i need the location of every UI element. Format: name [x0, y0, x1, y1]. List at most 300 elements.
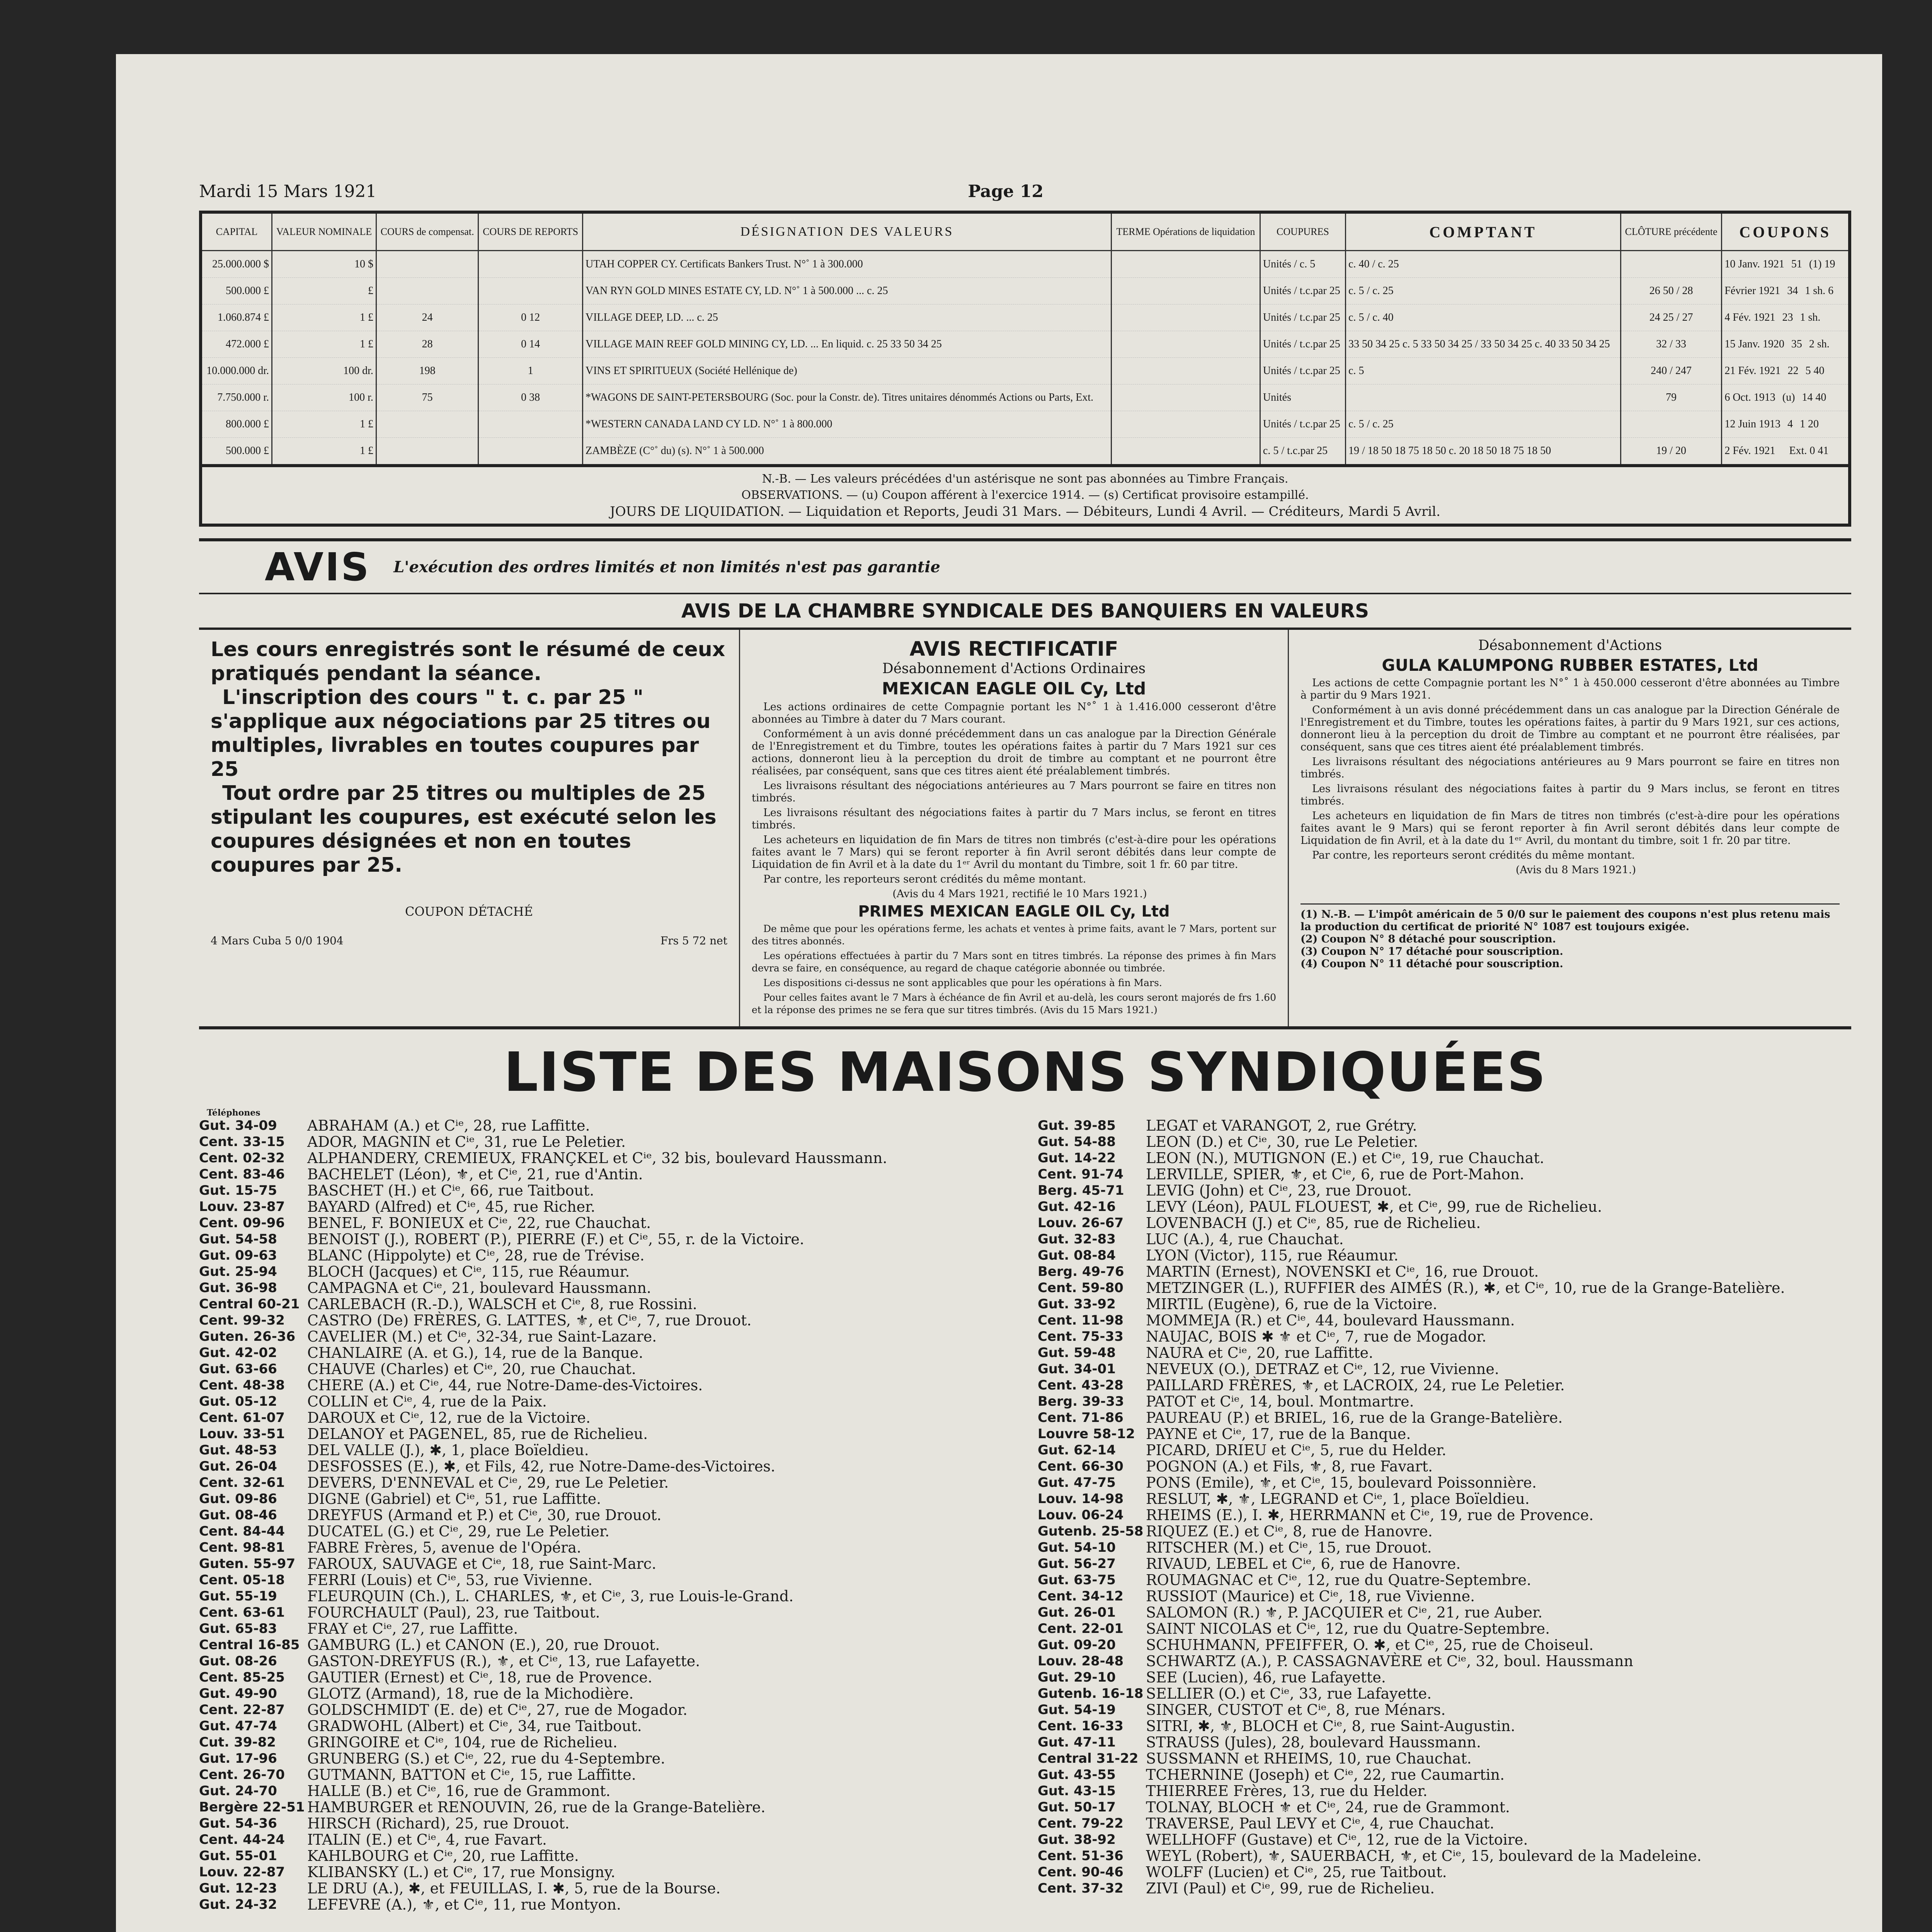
telephone-number: Gut. 43-55 — [1038, 1767, 1116, 1782]
quote-row — [201, 304, 1850, 331]
notice-p2: L'inscription des cours " t. c. par 25 " s'applique aux négociations par 25 titres ou multiples, livrables en toutes coupures par 25 — [211, 686, 711, 781]
list-item — [199, 1280, 1011, 1296]
telephone-number: Cent. 59-80 — [1038, 1280, 1123, 1296]
list-item — [1038, 1378, 1849, 1393]
col-comptant: COMPTANT — [1346, 212, 1621, 251]
telephone-number: Gut. 24-70 — [199, 1783, 277, 1799]
telephone-number: Gut. 26-04 — [199, 1459, 277, 1474]
telephone-number: Gut. 29-10 — [1038, 1670, 1116, 1685]
col-nominal: VALEUR NOMINALE — [272, 212, 376, 251]
list-item — [199, 1183, 1011, 1198]
coupon-net: 1 sh. — [1800, 311, 1821, 323]
telephone-number: Gut. 05-12 — [199, 1394, 277, 1409]
table-header-row — [201, 212, 1850, 251]
designation-cell: ZAMBÈZE (C°˚ du) (s). N°˚ 1 à 500.000 — [582, 438, 1111, 466]
telephone-number: Gut. 56-27 — [1038, 1556, 1116, 1571]
nominal-cell: 1 £ — [272, 438, 376, 466]
telephone-number: Cent. 63-61 — [199, 1605, 285, 1620]
list-item — [199, 1150, 1011, 1166]
firm-name: FLEURQUIN (Ch.), L. CHARLES, ⚜, et Cⁱᵉ, 3, rue Louis-le-Grand. — [307, 1588, 794, 1605]
nominal-cell: £ — [272, 278, 376, 304]
telephone-number: Central 31-22 — [1038, 1751, 1139, 1766]
list-item — [199, 1735, 1011, 1750]
firm-name: SCHUHMANN, PFEIFFER, O. ✱, et Cⁱᵉ, 25, rue de Choiseul. — [1146, 1636, 1594, 1653]
coupon-cell — [1722, 438, 1850, 466]
capital-cell: 800.000 £ — [201, 411, 272, 438]
list-item — [199, 1313, 1011, 1328]
desab-title: Désabonnement d'Actions — [1478, 638, 1662, 653]
telephone-number: Gut. 54-36 — [199, 1816, 277, 1831]
firm-name: CASTRO (De) FRÈRES, G. LATTES, ⚜, et Cⁱᵉ, 7, rue Drouot. — [307, 1312, 752, 1329]
list-item — [1038, 1653, 1849, 1669]
firm-name: PICARD, DRIEU et Cⁱᵉ, 5, rue du Helder. — [1146, 1442, 1447, 1459]
quote-row — [201, 251, 1850, 278]
capital-cell: 10.000.000 dr. — [201, 358, 272, 384]
list-item — [1038, 1524, 1849, 1539]
telephone-number: Cent. 22-01 — [1038, 1621, 1123, 1636]
list-item — [1038, 1475, 1849, 1490]
list-item — [199, 1215, 1011, 1231]
telephone-number: Gut. 42-16 — [1038, 1199, 1116, 1214]
page-number: Page 12 — [968, 182, 1044, 201]
list-item — [199, 1670, 1011, 1685]
coupon-right: Frs 5 72 net — [660, 934, 727, 947]
telephone-number: Gut. 09-20 — [1038, 1637, 1116, 1653]
cloture-cell: 79 — [1620, 384, 1721, 411]
coupures-cell: Unités — [1260, 384, 1345, 411]
list-item — [199, 1881, 1011, 1896]
telephone-number: Cent. 05-18 — [199, 1572, 285, 1588]
quotation-table — [199, 211, 1851, 467]
telephone-number: Gut. 65-83 — [199, 1621, 277, 1636]
page-header — [199, 182, 1851, 201]
telephone-number: Cent. 37-32 — [1038, 1881, 1123, 1896]
terme-cell — [1112, 384, 1260, 411]
list-item — [199, 1572, 1011, 1588]
designation-cell: VILLAGE MAIN REEF GOLD MINING CY, LD. ... En liquid. c. 25 33 50 34 25 — [582, 331, 1111, 358]
firm-name: RITSCHER (M.) et Cⁱᵉ, 15, rue Drouot. — [1146, 1539, 1432, 1556]
cloture-cell: 32 / 33 — [1620, 331, 1721, 358]
list-item — [1038, 1361, 1849, 1377]
quote-row — [201, 278, 1850, 304]
firm-name: METZINGER (L.), RUFFIER des AIMÉS (R.), ✱, et Cⁱᵉ, 10, rue de la Grange-Batelière. — [1146, 1279, 1785, 1296]
firm-name: ROUMAGNAC et Cⁱᵉ, 12, rue du Quatre-Septembre. — [1146, 1571, 1532, 1588]
list-item — [1038, 1199, 1849, 1214]
telephone-number: Cent. 79-22 — [1038, 1816, 1123, 1831]
primes-p3: Les dispositions ci-dessus ne sont applicables que pour les opérations à fin Mars. — [763, 977, 1162, 988]
firm-name: LERVILLE, SPIER, ⚜, et Cⁱᵉ, 6, rue de Port-Mahon. — [1146, 1166, 1524, 1183]
telephone-number: Gut. 47-74 — [199, 1718, 277, 1734]
firm-name: RESLUT, ✱, ⚜, LEGRAND et Cⁱᵉ, 1, place Boïeldieu. — [1146, 1490, 1530, 1507]
comptant-cell: c. 5 / c. 25 — [1346, 411, 1621, 438]
terme-cell — [1112, 251, 1260, 278]
report-cell: 1 — [478, 358, 583, 384]
firm-name: COLLIN et Cⁱᵉ, 4, rue de la Paix. — [307, 1393, 547, 1410]
coupon-net: 5 40 — [1805, 365, 1825, 377]
coupon-net: 1 sh. 6 — [1805, 285, 1834, 297]
report-cell: 0 14 — [478, 331, 583, 358]
telephone-number: Gut. 55-19 — [199, 1588, 277, 1604]
list-item — [1038, 1702, 1849, 1718]
telephone-number: Gut. 42-02 — [199, 1345, 277, 1361]
firm-name: HALLE (B.) et Cⁱᵉ, 16, rue de Grammont. — [307, 1782, 611, 1799]
quote-row — [201, 411, 1850, 438]
firm-name: MARTIN (Ernest), NOVENSKI et Cⁱᵉ, 16, rue Drouot. — [1146, 1263, 1539, 1280]
list-item — [1038, 1329, 1849, 1344]
telephone-number: Cent. 02-32 — [199, 1150, 285, 1166]
telephone-number: Central 60-21 — [199, 1296, 300, 1312]
coupures-cell: Unités / t.c.par 25 — [1260, 331, 1345, 358]
coupon-number: 4 — [1787, 418, 1793, 430]
firm-name: DESFOSSES (E.), ✱, et Fils, 42, rue Notre-Dame-des-Victoires. — [307, 1458, 776, 1475]
rect-p2: Conformément à un avis donné précédemment dans un cas analogue par la Direction Générale de l'Enregistrement et du Timbre, toutes les opérations faites à partir du 7 Mars 1921 sur ces actions, donneront lieu à la perception du droit de timbre au comptant et ne pourront être réalisées, par conséquent, sans que ces titres aient été préalablement timbrés. — [752, 728, 1276, 777]
firm-name: PAUREAU (P.) et BRIEL, 16, rue de la Grange-Batelière. — [1146, 1409, 1563, 1426]
telephone-number: Gut. 54-19 — [1038, 1702, 1116, 1718]
primes-p4: Pour celles faites avant le 7 Mars à échéance de fin Avril et au-delà, les cours seront majorés de frs 1.60 et la réponse des primes ne se fera que sur titres timbrés. (Avis du 15 Mars 1921.) — [752, 992, 1276, 1015]
coupon-cell — [1722, 331, 1850, 358]
telephone-number: Guten. 26-36 — [199, 1329, 296, 1344]
list-item — [199, 1410, 1011, 1425]
newspaper-page — [116, 54, 1882, 1932]
firm-name: DUCATEL (G.) et Cⁱᵉ, 29, rue Le Peletier. — [307, 1523, 610, 1540]
list-item — [1038, 1540, 1849, 1555]
list-item — [1038, 1183, 1849, 1198]
telephone-number: Gut. 63-75 — [1038, 1572, 1116, 1588]
telephone-number: Louv. 22-87 — [199, 1864, 285, 1880]
notice-columns — [199, 630, 1851, 1029]
desab-company: GULA KALUMPONG RUBBER ESTATES, Ltd — [1382, 656, 1758, 675]
firm-name: DREYFUS (Armand et P.) et Cⁱᵉ, 30, rue Drouot. — [307, 1507, 662, 1524]
coupures-cell: Unités / t.c.par 25 — [1260, 358, 1345, 384]
list-item — [199, 1231, 1011, 1247]
coupon-cell — [1722, 411, 1850, 438]
list-item — [1038, 1248, 1849, 1263]
telephone-number: Cent. 98-81 — [199, 1540, 285, 1555]
list-item — [1038, 1816, 1849, 1831]
telephone-number: Berg. 45-71 — [1038, 1183, 1124, 1198]
list-item — [1038, 1280, 1849, 1296]
list-item — [1038, 1751, 1849, 1766]
coupon-net: Ext. 0 41 — [1789, 445, 1829, 457]
telephone-number: Cent. 33-15 — [199, 1134, 285, 1150]
desab-p4: Les livraisons résulant des négociations faites à partir du 9 Mars inclus, se feront en titres timbrés. — [1300, 783, 1840, 807]
telephone-number: Gut. 34-01 — [1038, 1361, 1116, 1377]
firm-name: CHANLAIRE (A. et G.), 14, rue de la Banque. — [307, 1344, 643, 1361]
designation-cell: VILLAGE DEEP, LD. ... c. 25 — [582, 304, 1111, 331]
telephone-number: Gut. 63-66 — [199, 1361, 277, 1377]
firm-name: GAMBURG (L.) et CANON (E.), 20, rue Drouot. — [307, 1636, 660, 1653]
list-item — [199, 1799, 1011, 1815]
rectificatif-company: MEXICAN EAGLE OIL Cy, Ltd — [882, 679, 1146, 699]
list-item — [199, 1540, 1011, 1555]
list-item — [199, 1621, 1011, 1636]
notice-column-desabonnement — [1289, 630, 1851, 1026]
list-item — [199, 1361, 1011, 1377]
col-designation: DÉSIGNATION DES VALEURS — [582, 212, 1111, 251]
list-item — [1038, 1507, 1849, 1523]
list-item — [199, 1329, 1011, 1344]
cloture-cell: 26 50 / 28 — [1620, 278, 1721, 304]
quote-row — [201, 331, 1850, 358]
col-reports: COURS DE REPORTS — [478, 212, 583, 251]
coupon-detached-title: COUPON DÉTACHÉ — [405, 904, 533, 919]
firm-name: KAHLBOURG et Cⁱᵉ, 20, rue Laffitte. — [307, 1847, 579, 1864]
telephone-number: Cent. 90-46 — [1038, 1864, 1123, 1880]
list-item — [199, 1524, 1011, 1539]
firm-name: TOLNAY, BLOCH ⚜ et Cⁱᵉ, 24, rue de Grammont. — [1146, 1799, 1510, 1816]
telephone-number: Berg. 49-76 — [1038, 1264, 1124, 1279]
designation-cell: VAN RYN GOLD MINES ESTATE CY, LD. N°˚ 1 à 500.000 ... c. 25 — [582, 278, 1111, 304]
notice-column-rectificatif — [740, 630, 1289, 1026]
primes-body — [752, 923, 1276, 1016]
coupon-net: (1) 19 — [1809, 258, 1835, 270]
list-item — [199, 1556, 1011, 1571]
firm-name: NAUJAC, BOIS ✱ ⚜ et Cⁱᵉ, 7, rue de Mogador. — [1146, 1328, 1487, 1345]
firm-name: FOURCHAULT (Paul), 23, rue Taitbout. — [307, 1604, 600, 1621]
firm-name: LYON (Victor), 115, rue Réaumur. — [1146, 1247, 1399, 1264]
desab-p5: Les acheteurs en liquidation de fin Mars de titres non timbrés (c'est-à-dire pour les opérations faites avant le 9 Mars) qui se feront reporter à fin Avril seront débités dans leur compte de Liquidation de fin Avril, et à la date du 1ᵉʳ Avril, du montant du timbre, soit 1 fr. 20 par titre. — [1300, 810, 1840, 847]
firm-name: ZIVI (Paul) et Cⁱᵉ, 99, rue de Richelieu. — [1146, 1880, 1435, 1897]
list-item — [1038, 1410, 1849, 1425]
coupon-number: 35 — [1791, 338, 1802, 350]
firm-name: RHEIMS (E.), I. ✱, HERRMANN et Cⁱᵉ, 19, rue de Provence. — [1146, 1507, 1594, 1524]
firm-name: DIGNE (Gabriel) et Cⁱᵉ, 51, rue Laffitte. — [307, 1490, 601, 1507]
list-item — [199, 1167, 1011, 1182]
coupon-cell — [1722, 251, 1850, 278]
coupures-cell: Unités / t.c.par 25 — [1260, 411, 1345, 438]
telephone-number: Cent. 61-07 — [199, 1410, 285, 1425]
list-item — [199, 1848, 1011, 1864]
list-item — [1038, 1264, 1849, 1279]
telephone-number: Cent. 85-25 — [199, 1670, 285, 1685]
telephone-number: Gut. 36-98 — [199, 1280, 277, 1296]
comptant-cell: c. 5 — [1346, 358, 1621, 384]
telephone-number: Gut. 47-75 — [1038, 1475, 1116, 1490]
compensation-cell: 75 — [376, 384, 478, 411]
firm-name: SELLIER (O.) et Cⁱᵉ, 33, rue Lafayette. — [1146, 1685, 1432, 1702]
capital-cell: 7.750.000 r. — [201, 384, 272, 411]
coupon-detached-line — [211, 934, 727, 947]
cloture-cell: 24 25 / 27 — [1620, 304, 1721, 331]
telephone-number: Gut. 54-58 — [199, 1231, 277, 1247]
list-item — [1038, 1459, 1849, 1474]
list-item — [199, 1199, 1011, 1214]
list-item — [199, 1394, 1011, 1409]
firm-name: GRADWOHL (Albert) et Cⁱᵉ, 34, rue Taitbout. — [307, 1718, 642, 1735]
list-item — [1038, 1735, 1849, 1750]
terme-cell — [1112, 438, 1260, 466]
telephone-number: Cent. 44-24 — [199, 1832, 285, 1847]
nominal-cell: 1 £ — [272, 304, 376, 331]
firm-name: CHAUVE (Charles) et Cⁱᵉ, 20, rue Chauchat. — [307, 1361, 636, 1378]
terme-cell — [1112, 358, 1260, 384]
telephone-number: Central 16-85 — [199, 1637, 300, 1653]
firm-name: RUSSIOT (Maurice) et Cⁱᵉ, 18, rue Vivienne. — [1146, 1588, 1475, 1605]
firm-name: BENEL, F. BONIEUX et Cⁱᵉ, 22, rue Chauchat. — [307, 1214, 651, 1231]
list-item — [199, 1118, 1011, 1133]
firm-name: GASTON-DREYFUS (R.), ⚜, et Cⁱᵉ, 13, rue Lafayette. — [307, 1653, 700, 1670]
telephone-number: Gut. 14-22 — [1038, 1150, 1116, 1166]
compensation-cell — [376, 411, 478, 438]
firm-name: CAVELIER (M.) et Cⁱᵉ, 32-34, rue Saint-Lazare. — [307, 1328, 657, 1345]
comptant-cell: 19 / 18 50 18 75 18 50 c. 20 18 50 18 75 18 50 — [1346, 438, 1621, 466]
firm-name: FRAY et Cⁱᵉ, 27, rue Laffitte. — [307, 1620, 518, 1637]
footnote-3: (3) Coupon N° 17 détaché pour souscription. — [1300, 946, 1563, 957]
rect-p3: Les livraisons résultant des négociations antérieures au 7 Mars pourront se faire en titres non timbrés. — [752, 780, 1276, 804]
coupon-left: 4 Mars Cuba 5 0/0 1904 — [211, 934, 344, 947]
list-item — [1038, 1215, 1849, 1231]
designation-cell: *WAGONS DE SAINT-PETERSBOURG (Soc. pour la Constr. de). Titres unitaires dénommés Actions ou Parts, Ext. — [582, 384, 1111, 411]
firm-name: WELLHOFF (Gustave) et Cⁱᵉ, 12, rue de la Victoire. — [1146, 1831, 1528, 1848]
telephone-number: Louv. 06-24 — [1038, 1507, 1124, 1523]
telephone-number: Gutenb. 25-58 — [1038, 1524, 1144, 1539]
firm-name: ITALIN (E.) et Cⁱᵉ, 4, rue Favart. — [307, 1831, 547, 1848]
firm-name: LEVIG (John) et Cⁱᵉ, 23, rue Drouot. — [1146, 1182, 1412, 1199]
coupon-number: 23 — [1782, 311, 1793, 323]
list-item — [199, 1751, 1011, 1766]
comptant-cell: 33 50 34 25 c. 5 33 50 34 25 / 33 50 34 25 c. 40 33 50 34 25 — [1346, 331, 1621, 358]
telephone-number: Louv. 33-51 — [199, 1426, 285, 1442]
firm-name: FAROUX, SAUVAGE et Cⁱᵉ, 18, rue Saint-Marc. — [307, 1555, 657, 1572]
rect-p1: Les actions ordinaires de cette Compagnie portant les N°˚ 1 à 1.416.000 cesseront d'être abonnées au Timbre à dater du 7 Mars courant. — [752, 701, 1276, 725]
list-item — [1038, 1150, 1849, 1166]
firm-name: KLIBANSKY (L.) et Cⁱᵉ, 17, rue Monsigny. — [307, 1864, 616, 1881]
firm-name: NAURA et Cⁱᵉ, 20, rue Laffitte. — [1146, 1344, 1374, 1361]
list-item — [199, 1864, 1011, 1880]
telephone-number: Cent. 32-61 — [199, 1475, 285, 1490]
nominal-cell: 100 dr. — [272, 358, 376, 384]
firm-name: WEYL (Robert), ⚜, SAUERBACH, ⚜, et Cⁱᵉ, 15, boulevard de la Madeleine. — [1146, 1847, 1702, 1864]
telephone-number: Gut. 34-09 — [199, 1118, 277, 1133]
firm-name: WOLFF (Lucien) et Cⁱᵉ, 25, rue Taitbout. — [1146, 1864, 1447, 1881]
telephone-number: Gut. 08-84 — [1038, 1248, 1116, 1263]
firm-name: LUC (A.), 4, rue Chauchat. — [1146, 1231, 1344, 1248]
col-capital: CAPITAL — [201, 212, 272, 251]
list-item — [199, 1491, 1011, 1507]
list-item — [199, 1475, 1011, 1490]
list-item — [1038, 1426, 1849, 1442]
coupon-footnotes — [1300, 903, 1840, 970]
firm-name: LEON (N.), MUTIGNON (E.) et Cⁱᵉ, 19, rue Chauchat. — [1146, 1150, 1544, 1167]
list-item — [1038, 1832, 1849, 1847]
list-item — [1038, 1118, 1849, 1133]
coupures-cell: c. 5 / t.c.par 25 — [1260, 438, 1345, 466]
comptant-cell: c. 5 / c. 25 — [1346, 278, 1621, 304]
list-item — [1038, 1313, 1849, 1328]
firm-name: GLOTZ (Armand), 18, rue de la Michodière. — [307, 1685, 634, 1702]
list-item — [199, 1442, 1011, 1458]
list-item — [1038, 1670, 1849, 1685]
telephone-number: Cent. 66-30 — [1038, 1459, 1123, 1474]
primes-p1: De même que pour les opérations ferme, les achats et ventes à prime faits, avant le 7 Mars, portent sur des titres abonnés. — [752, 923, 1276, 947]
primes-p2: Les opérations effectuées à partir du 7 Mars sont en titres timbrés. La réponse des primes à fin Mars devra se faire, en conséquence, au regard de chaque catégorie abonnée ou timbrée. — [752, 950, 1276, 974]
firm-name: LE DRU (A.), ✱, et FEUILLAS, I. ✱, 5, rue de la Bourse. — [307, 1880, 721, 1897]
list-item — [1038, 1783, 1849, 1799]
firm-name: LEON (D.) et Cⁱᵉ, 30, rue Le Peletier. — [1146, 1133, 1418, 1150]
firm-name: DEL VALLE (J.), ✱, 1, place Boïeldieu. — [307, 1442, 589, 1459]
telephone-number: Gut. 08-26 — [199, 1653, 277, 1669]
coupon-number: 34 — [1787, 285, 1798, 297]
compensation-cell: 198 — [376, 358, 478, 384]
list-item — [1038, 1231, 1849, 1247]
compensation-cell: 24 — [376, 304, 478, 331]
list-item — [199, 1507, 1011, 1523]
footnote-1: (1) N.-B. — L'impôt américain de 5 0/0 sur le paiement des coupons n'est plus retenu mais la production du certificat de priorité N° 1087 est toujours exigée. — [1300, 908, 1830, 933]
coupon-net: 1 20 — [1800, 418, 1819, 430]
coupures-cell: Unités / t.c.par 25 — [1260, 304, 1345, 331]
firm-name: POGNON (A.) et Fils, ⚜, 8, rue Favart. — [1146, 1458, 1433, 1475]
compensation-cell — [376, 438, 478, 466]
firm-name: PONS (Emile), ⚜, et Cⁱᵉ, 15, boulevard Poissonnière. — [1146, 1474, 1537, 1491]
list-item — [199, 1459, 1011, 1474]
telephone-number: Gut. 59-48 — [1038, 1345, 1116, 1361]
note-observations: OBSERVATIONS. — (u) Coupon afférent à l'exercice 1914. — (s) Certificat provisoire estampillé. — [741, 488, 1309, 502]
report-cell — [478, 278, 583, 304]
telephone-number: Gut. 08-46 — [199, 1507, 277, 1523]
firm-name: SITRI, ✱, ⚜, BLOCH et Cⁱᵉ, 8, rue Saint-Augustin. — [1146, 1718, 1515, 1735]
list-item — [199, 1248, 1011, 1263]
firm-name: SAINT NICOLAS et Cⁱᵉ, 12, rue du Quatre-Septembre. — [1146, 1620, 1550, 1637]
telephone-number: Gut. 49-90 — [199, 1686, 277, 1701]
list-item — [199, 1588, 1011, 1604]
capital-cell: 1.060.874 £ — [201, 304, 272, 331]
list-item — [1038, 1881, 1849, 1896]
designation-cell: VINS ET SPIRITUEUX (Société Hellénique de) — [582, 358, 1111, 384]
firm-name: GOLDSCHMIDT (E. de) et Cⁱᵉ, 27, rue de Mogador. — [307, 1701, 688, 1718]
footnote-2: (2) Coupon N° 8 détaché pour souscription. — [1300, 933, 1556, 945]
list-item — [1038, 1864, 1849, 1880]
coupon-number: 51 — [1791, 258, 1802, 270]
telephone-number: Cent. 99-32 — [199, 1313, 285, 1328]
coupon-net: 14 40 — [1802, 391, 1826, 403]
quote-row — [201, 358, 1850, 384]
telephone-number: Cent. 16-33 — [1038, 1718, 1123, 1734]
list-item — [1038, 1767, 1849, 1782]
list-item — [1038, 1718, 1849, 1734]
telephone-number: Cent. 09-96 — [199, 1215, 285, 1231]
chamber-notice-title: AVIS DE LA CHAMBRE SYNDICALE DES BANQUIERS EN VALEURS — [199, 594, 1851, 630]
notice-p1: Les cours enregistrés sont le résumé de ceux pratiqués pendant la séance. — [211, 638, 725, 685]
telephone-number: Gut. 39-85 — [1038, 1118, 1116, 1133]
avis-subtitle: L'exécution des ordres limités et non limités n'est pas garantie — [393, 558, 940, 576]
telephone-number: Bergère 22-51 — [199, 1799, 305, 1815]
telephone-number: Gut. 17-96 — [199, 1751, 277, 1766]
notice-p3: Tout ordre par 25 titres ou multiples de 25 stipulant les coupures, est exécuté selon les coupures désignées et non en toutes coupures par 25. — [211, 782, 717, 877]
firm-name: BLANC (Hippolyte) et Cⁱᵉ, 28, rue de Trévise. — [307, 1247, 645, 1264]
primes-company: PRIMES MEXICAN EAGLE OIL Cy, Ltd — [858, 903, 1170, 920]
cloture-cell — [1620, 251, 1721, 278]
telephone-number: Cent. 91-74 — [1038, 1167, 1123, 1182]
telephone-number: Cent. 26-70 — [199, 1767, 285, 1782]
list-item — [199, 1426, 1011, 1442]
list-item — [1038, 1167, 1849, 1182]
list-item — [199, 1816, 1011, 1831]
cloture-cell — [1620, 411, 1721, 438]
report-cell: 0 38 — [478, 384, 583, 411]
telephone-number: Gut. 38-92 — [1038, 1832, 1116, 1847]
comptant-cell: c. 5 / c. 40 — [1346, 304, 1621, 331]
firm-name: HIRSCH (Richard), 25, rue Drouot. — [307, 1815, 570, 1832]
rect-p7: (Avis du 4 Mars 1921, rectifié le 10 Mars 1921.) — [892, 888, 1147, 900]
telephone-number: Louvre 58-12 — [1038, 1426, 1135, 1442]
rect-p5: Les acheteurs en liquidation de fin Mars de titres non timbrés (c'est-à-dire pour les opérations faites avant le 7 Mars) qui se feront reporter à fin Avril seront débités dans leur compte de Liquidation de fin Avril et à la date du 1ᵉʳ Avril du montant du Timbre, soit 1 fr. 60 par titre. — [752, 834, 1276, 871]
comptant-cell — [1346, 384, 1621, 411]
coupon-date: Février 1921 — [1724, 285, 1781, 297]
firm-name: SEE (Lucien), 46, rue Lafayette. — [1146, 1669, 1386, 1686]
telephone-number: Cent. 84-44 — [199, 1524, 285, 1539]
terme-cell — [1112, 411, 1260, 438]
compensation-cell — [376, 278, 478, 304]
